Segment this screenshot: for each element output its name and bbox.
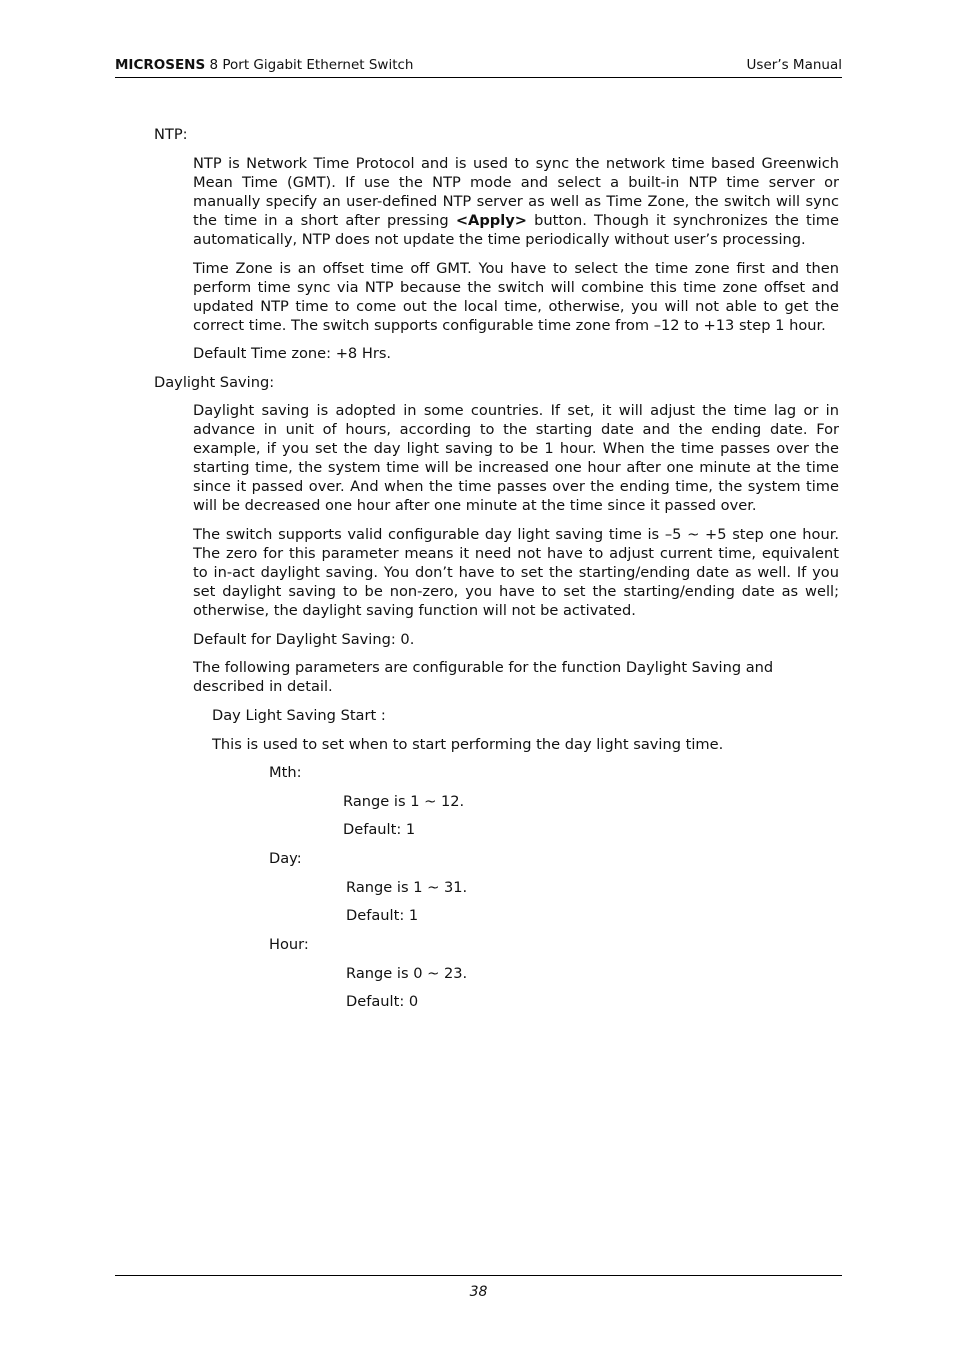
ntp-default: Default Time zone: +8 Hrs. (193, 345, 392, 362)
day-default: Default: 1 (346, 907, 419, 924)
header-manual: User’s Manual (746, 57, 842, 73)
apply-keyword: <Apply> (455, 212, 527, 229)
header-product: 8 Port Gigabit Ethernet Switch (209, 57, 414, 73)
header-title (115, 57, 413, 73)
dls-start-description: This is used to set when to start performing the day light saving time. (212, 736, 724, 753)
ntp-para1-text-a: NTP is Network Time Protocol and is used to sync the network time based Greenwich Mean Time (GMT). If use the NTP mode and select a built-in NTP time server or manually specify an user-defined NTP server as well as Time Zone, the switch will sync the time in a short after pressing (193, 155, 839, 229)
hour-range: Range is 0 ~ 23. (346, 965, 468, 982)
ntp-paragraph-2: Time Zone is an offset time off GMT. You have to select the time zone first and then perform time sync via NTP because the switch will combine this time zone offset and updated NTP time to come out the local time, otherwise, you will not able to get the correct time. The switch supports configurable time zone from –12 to +13 step 1 hour. (193, 260, 839, 334)
dls-start-heading: Day Light Saving Start : (212, 707, 386, 724)
ntp-paragraph-1 (193, 154, 839, 249)
day-range: Range is 1 ~ 31. (346, 879, 468, 896)
mth-range: Range is 1 ~ 12. (343, 793, 465, 810)
daylight-paragraph-2: The switch supports valid configurable day light saving time is –5 ~ +5 step one hour. The zero for this parameter means it need not have to adjust current time, equivalent to in-act daylight saving. You don’t have to set the starting/ending date as well. If you set daylight saving to be non-zero, you have to set the starting/ending date as well; otherwise, the daylight saving function will not be activated. (193, 526, 839, 619)
ntp-para1-text-b: button. Though it synchronizes the time automatically, NTP does not update the time periodically without user’s processing. (193, 212, 840, 248)
daylight-heading: Daylight Saving: (154, 374, 275, 391)
daylight-paragraph-1: Daylight saving is adopted in some countries. If set, it will adjust the time lag or in advance in unit of hours, according to the starting date and the ending date. For example, if you set the day light saving to be 1 hour. When the time passes over the starting time, the system time will be increased one hour after one minute at the time since it passed over. And when the time passes over the ending time, the system time will be decreased one hour after one minute at the time since it passed over. (193, 402, 839, 514)
footer-rule (115, 1275, 842, 1276)
ntp-heading: NTP: (154, 126, 188, 143)
page-number: 38 (469, 1284, 488, 1300)
mth-label: Mth: (269, 764, 302, 781)
hour-default: Default: 0 (346, 993, 419, 1010)
daylight-default: Default for Daylight Saving: 0. (193, 631, 415, 648)
page-header (115, 57, 842, 78)
daylight-following: The following parameters are configurable for the function Daylight Saving and described in detail. (193, 659, 774, 695)
hour-label: Hour: (269, 936, 309, 953)
header-brand: MICROSENS (115, 57, 206, 73)
day-label: Day: (269, 850, 302, 867)
mth-default: Default: 1 (343, 821, 416, 838)
